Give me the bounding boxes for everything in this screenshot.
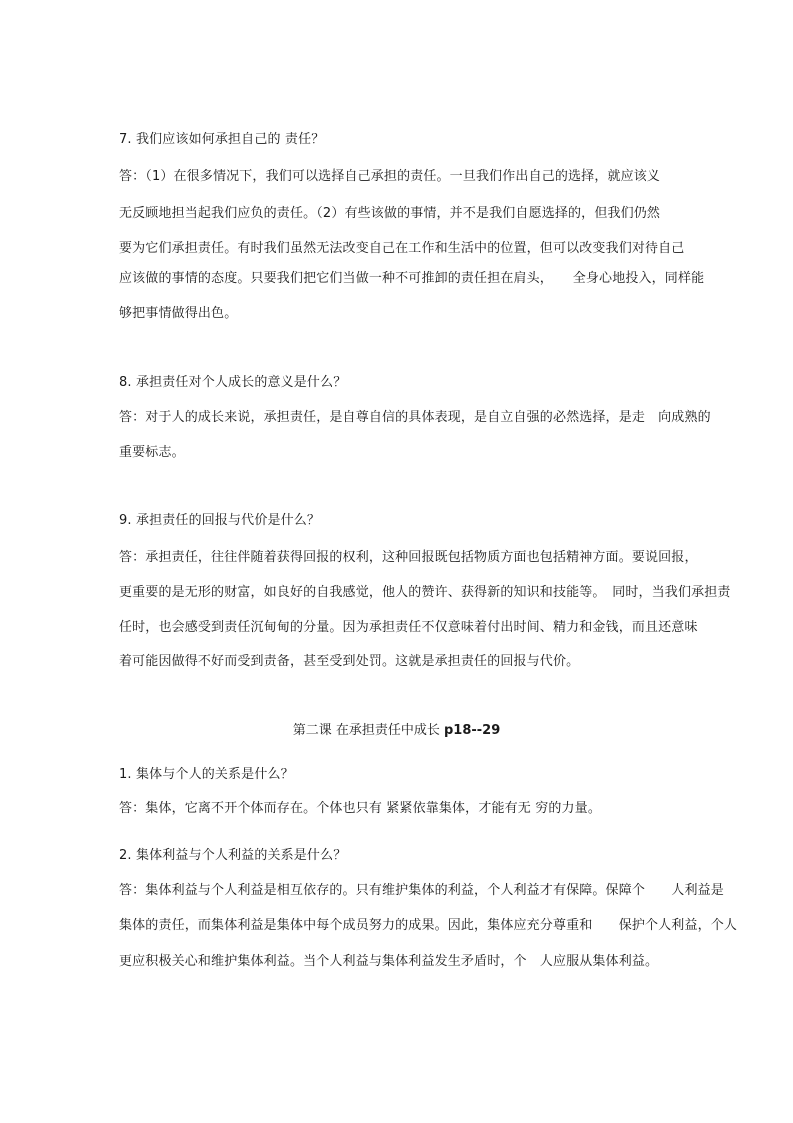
answer-7-line-3: 要为它们承担责任。有时我们虽然无法改变自己在工作和生活中的位置，但可以改变我们对待自己 <box>119 241 685 256</box>
lesson-2-answer-2-line-3: 更应积极关心和维护集体利益。当个人利益与集体利益发生矛盾时，个 人应服从集体利益。 <box>119 954 659 969</box>
lesson-2-heading <box>0 722 793 740</box>
lesson-2-page-range: p18--29 <box>443 723 501 738</box>
lesson-2-heading-text: 第二课 在承担责任中成长 <box>292 723 444 738</box>
lesson-2-question-1: 1. 集体与个人的关系是什么？ <box>119 767 294 782</box>
answer-7-line-2: 无反顾地担当起我们应负的责任。（2）有些该做的事情，并不是我们自愿选择的，但我们仍然 <box>119 206 661 221</box>
lesson-2-question-2: 2. 集体利益与个人利益的关系是什么？ <box>119 848 347 863</box>
lesson-2-answer-1-line-1: 答：集体，它离不开个体而存在。个体也只有 紧紧依靠集体，才能有无 穷的力量。 <box>119 801 601 816</box>
question-8: 8. 承担责任对个人成长的意义是什么？ <box>119 375 347 390</box>
answer-7-line-5: 够把事情做得出色。 <box>119 306 238 321</box>
answer-9-line-4: 着可能因做得不好而受到责备，甚至受到处罚。这就是承担责任的回报与代价。 <box>119 654 580 669</box>
lesson-2-answer-2-line-2: 集体的责任，而集体利益是集体中每个成员努力的成果。因此，集体应充分尊重和 保护个人利益，个人 <box>119 918 738 933</box>
answer-7-line-4: 应该做的事情的态度。只要我们把它们当做一种不可推卸的责任担在肩头， 全身心地投入，同样能 <box>119 271 705 286</box>
answer-9-line-1: 答：承担责任，往往伴随着获得回报的权利，这种回报既包括物质方面也包括精神方面。要说回报， <box>119 550 698 565</box>
question-9: 9. 承担责任的回报与代价是什么？ <box>119 513 321 528</box>
answer-9-line-2: 更重要的是无形的财富，如良好的自我感觉，他人的赞许、获得新的知识和技能等。 同时，当我们承担责 <box>119 585 731 600</box>
answer-7-line-1: 答：（1）在很多情况下，我们可以选择自己承担的责任。一旦我们作出自己的选择，就应该义 <box>119 169 661 184</box>
answer-8-line-1: 答：对于人的成长来说，承担责任，是自尊自信的具体表现，是自立自强的必然选择，是走 向成熟的 <box>119 410 711 425</box>
question-7: 7. 我们应该如何承担自己的 责任？ <box>119 132 325 147</box>
answer-8-line-2: 重要标志。 <box>119 445 185 460</box>
answer-9-line-3: 任时，也会感受到责任沉甸甸的分量。因为承担责任不仅意味着付出时间、精力和金钱，而且还意味 <box>119 620 698 635</box>
lesson-2-answer-2-line-1: 答：集体利益与个人利益是相互依存的。只有维护集体的利益，个人利益才有保障。保障个 人利益是 <box>119 883 724 898</box>
